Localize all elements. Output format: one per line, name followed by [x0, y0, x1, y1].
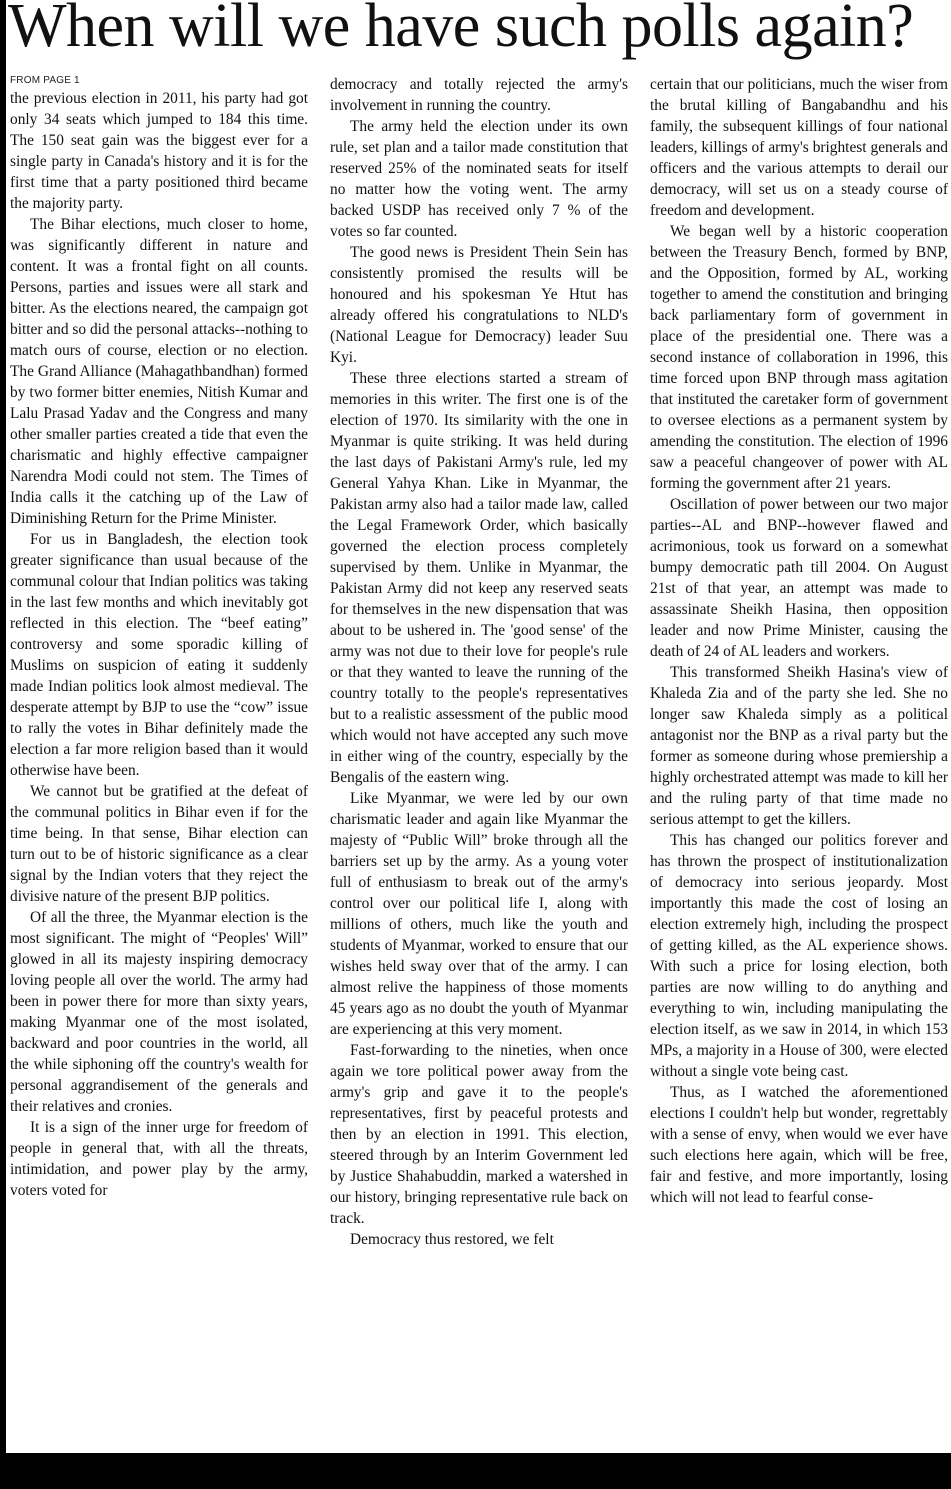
paragraph: The army held the election under its own rule, set plan and a tailor made constitution that reserved 25% of the nominated seats for itself no matter how the voting went. The army backed USDP has received only 7 % of the votes so far counted. — [330, 118, 628, 240]
paragraph: Democracy thus restored, we felt — [350, 1231, 554, 1248]
paragraph: This transformed Sheikh Hasina's view of Khaleda Zia and of the party she led. She no longer saw Khaleda simply as a political antagonist nor the BNP as a rival party but the former as someone during whose premiership a highly orchestrated attempt was made to kill her and the ruling party of that time made no serious attempt to get the killers. — [650, 664, 948, 828]
paragraph: Oscillation of power between our two major parties--AL and BNP--however flawed and acrimonious, took us forward on a somewhat bumpy democratic path till 2004. On August 21st of that year, an attempt was made to assassinate Sheikh Hasina, then opposition leader and now Prime Minister, causing the death of 24 of AL leaders and workers. — [650, 496, 948, 660]
paragraph: It is a sign of the inner urge for freedom of people in general that, with all the threats, intimidation, and power play by the army, voters voted for — [10, 1119, 308, 1199]
paragraph: certain that our politicians, much the wiser from the brutal killing of Bangabandhu and his family, the subsequent killings of four national leaders, killings of army's brightest generals and officers and the various attempts to derail our democracy, will set us on a steady course of freedom and development. — [650, 76, 948, 219]
paragraph: The good news is President Thein Sein has consistently promised the results will be honoured and his spokesman Ye Htut has already offered his congratulations to NLD's (National League for Democracy) leader Suu Kyi. — [330, 244, 628, 366]
page-bottom-border — [0, 1453, 951, 1489]
article-column-2 — [330, 74, 628, 1450]
page-edge-bar — [0, 0, 6, 1453]
paragraph: Like Myanmar, we were led by our own charismatic leader and again like Myanmar the majesty of “Public Will” broke through all the barriers set up by the army. As a young voter full of enthusiasm to break out of the army's control over our political life I, along with millions of others, much like the youth and students of Myanmar, worked to ensure that our wishes held sway over that of the army. I can almost relive the happiness of those moments 45 years ago as no doubt the youth of Myanmar are experiencing at this very moment. — [330, 790, 628, 1038]
article-headline: When will we have such polls again? — [8, 0, 914, 60]
paragraph: These three elections started a stream of memories in this writer. The first one is of the election of 1970. Its similarity with the one in Myanmar is quite striking. It was held during the last days of Pakistani Army's rule, led my General Yahya Khan. Like in Myanmar, the Pakistan army also had a tailor made law, called the Legal Framework Order, which basically governed the election process completely supervised by them. Unlike in Myanmar, the Pakistan Army did not keep any reserved seats for themselves in the new dispensation that was about to be ushered in. The 'good sense' of the army was not due to their love for people's rule or that they wanted to leave the running of the country totally to the people's representatives but to a realistic assessment of the public mood which would not have accepted any such move in either wing of the country, especially by the Bengalis of the eastern wing. — [330, 370, 628, 786]
paragraph: Of all the three, the Myanmar election is the most significant. The might of “Peoples' Will” glowed in all its majesty inspiring democracy loving people all over the world. The army had been in power there for more than sixty years, making Myanmar one of the most isolated, backward and poor countries in the world, all the while siphoning off the country's wealth for personal aggrandisement of the generals and their relatives and cronies. — [10, 909, 308, 1115]
paragraph: We cannot but be gratified at the defeat of the communal politics in Bihar even if for the time being. In that sense, Bihar election can turn out to be of historic significance as a clear signal by the Indian voters that they reject the divisive nature of the present BJP politics. — [10, 783, 308, 905]
paragraph: We began well by a historic cooperation between the Treasury Bench, formed by BNP, and the Opposition, formed by AL, working together to amend the constitution and bringing back parliamentary form of government in place of the presidential one. There was a second instance of collaboration in 1996, this time forced upon BNP through mass agitation that instituted the caretaker form of government to oversee elections as a permanent system by amending the constitution. The election of 1996 saw a peaceful changeover of power with AL forming the government after 21 years. — [650, 223, 948, 492]
paragraph: For us in Bangladesh, the election took greater significance than usual because of the communal colour that Indian politics was taking in the last few months and which inevitably got reflected in this election. The “beef eating” controversy and some sporadic killing of Muslims on suspicion of eating it suddenly made Indian politics look almost medieval. The desperate attempt by BJP to use the “cow” issue to rally the votes in Bihar definitely made the election a far more religion based than it would otherwise have been. — [10, 531, 308, 779]
paragraph: democracy and totally rejected the army's involvement in running the country. — [330, 76, 628, 114]
paragraph: The Bihar elections, much closer to home, was significantly different in nature and content. It was a frontal fight on all counts. Persons, parties and issues were all stark and bitter. As the elections neared, the campaign got bitter and so did the personal attacks--nothing to match ours of course, election or no election. The Grand Alliance (Mahagathbandhan) formed by two former bitter enemies, Nitish Kumar and Lalu Prasad Yadav and the Congress and many other smaller parties created a tide that even the charismatic and highly effective campaigner Narendra Modi could not stem. The Times of India calls it the catching up of the Law of Diminishing Return for the Prime Minister. — [10, 216, 308, 527]
article-column-3 — [650, 74, 948, 1450]
paragraph: This has changed our politics forever and has thrown the prospect of institutionalization of democracy into serious jeopardy. Most importantly this made the cost of losing an election extremely high, including the prospect of getting killed, as the AL experience shows. With such a price for losing election, both parties are now willing to do anything and everything to win, including manipulating the election itself, as we saw in 2014, in which 153 MPs, a majority in a House of 300, were elected without a single vote being cast. — [650, 832, 948, 1080]
paragraph: the previous election in 2011, his party had got only 34 seats which jumped to 184 this time. The 150 seat gain was the biggest ever for a single party in Canada's history and it is for the first time that a party positioned third became the majority party. — [10, 90, 308, 212]
paragraph: Thus, as I watched the aforementioned elections I couldn't help but wonder, regrettably with a sense of envy, when would we ever have such elections here again, which will be free, fair and festive, and more importantly, losing which will not lead to fearful conse- — [650, 1084, 948, 1206]
paragraph: Fast-forwarding to the nineties, when once again we tore political power away from the army's grip and gave it to the people's representatives, first by peaceful protests and then by an election in 1991. This election, steered through by an Interim Government led by Justice Shahabuddin, marked a watershed in our history, bringing representative rule back on track. — [330, 1042, 628, 1227]
article-column-1 — [10, 74, 308, 1450]
continuation-kicker: FROM PAGE 1 — [10, 75, 80, 86]
